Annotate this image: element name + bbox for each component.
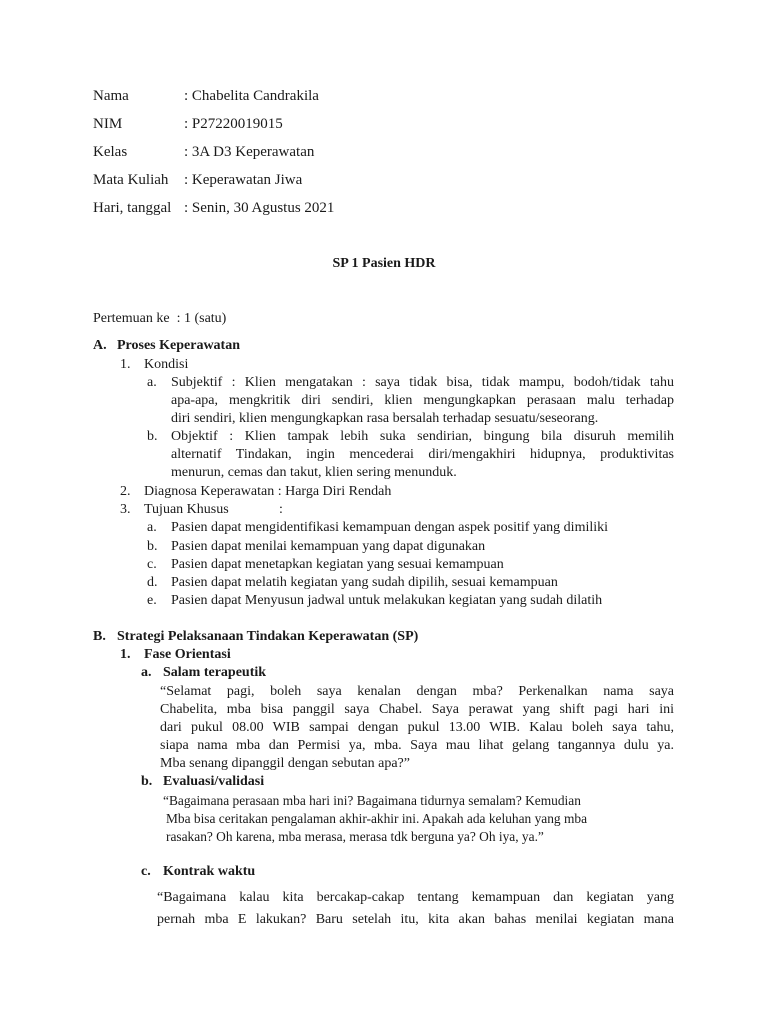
subjektif-line-1: Subjektif : Klien mengatakan : saya tidak bisa, tidak mampu, bodoh/tidak tahu <box>171 375 674 390</box>
objektif-line-3: menurun, cemas dan takut, klien sering menunduk. <box>171 465 457 480</box>
tujuan-item-marker: e. <box>147 593 157 608</box>
salam-line-4: siapa nama mba dan Permisi ya, mba. Saya mau lihat gelang tangannya dulu ya. <box>160 738 674 753</box>
salam-line-2: Chabelita, mba bisa panggil saya Chabel. Saya perawat yang shift pagi hari ini <box>160 702 674 717</box>
objektif-line-1: Objektif : Klien tampak lebih suka sendirian, bingung bila disuruh memilih <box>171 429 674 444</box>
section-b-heading: Strategi Pelaksanaan Tindakan Keperawatan (SP) <box>117 629 419 644</box>
nim-label: NIM <box>93 116 123 132</box>
tujuan-number: 3. <box>120 502 131 517</box>
evaluasi-line-3: rasakan? Oh karena, mba merasa, merasa tdk berguna ya? Oh iya, ya.” <box>166 829 544 844</box>
kondisi-number: 1. <box>120 357 131 372</box>
tujuan-label: Tujuan Khusus <box>144 502 229 517</box>
subjektif-line-3: diri sendiri, klien mengungkapkan rasa bersalah terhadap sesuatu/seseorang. <box>171 411 599 426</box>
kontrak-line-2: pernah mba E lakukan? Baru setelah itu, kita akan bahas menilai kegiatan mana <box>157 912 674 927</box>
tujuan-item-marker: d. <box>147 575 158 590</box>
kelas-value: : 3A D3 Keperawatan <box>184 144 315 160</box>
subjektif-marker: a. <box>147 375 157 390</box>
objektif-line-2: alternatif Tindakan, ingin mencederai diri/mengakhiri hidupnya, produktivitas <box>171 447 674 462</box>
nama-value: : Chabelita Candrakila <box>184 88 319 104</box>
fase-number: 1. <box>120 647 131 662</box>
diagnosa-number: 2. <box>120 484 131 499</box>
section-a-heading: Proses Keperawatan <box>117 338 240 353</box>
tujuan-item: Pasien dapat Menyusun jadwal untuk melakukan kegiatan yang sudah dilatih <box>171 593 603 608</box>
tujuan-item: Pasien dapat mengidentifikasi kemampuan dengan aspek positif yang dimiliki <box>171 520 609 535</box>
salam-line-3: dari pukul 08.00 WIB sampai dengan pukul 13.00 WIB. Kalau boleh saya tahu, <box>160 720 674 735</box>
nim-value: : P27220019015 <box>184 116 283 132</box>
tujuan-item-marker: b. <box>147 539 158 554</box>
evaluasi-marker: b. <box>141 774 153 789</box>
fase-heading: Fase Orientasi <box>144 647 231 662</box>
kontrak-marker: c. <box>141 864 151 879</box>
kontrak-line-1: “Bagaimana kalau kita bercakap-cakap tentang kemampuan dan kegiatan yang <box>157 890 674 905</box>
matkul-label: Mata Kuliah <box>93 172 169 188</box>
section-a-marker: A. <box>93 338 107 353</box>
tujuan-colon: : <box>279 502 283 517</box>
evaluasi-heading: Evaluasi/validasi <box>163 774 265 789</box>
document-title: SP 1 Pasien HDR <box>332 256 436 271</box>
tujuan-item: Pasien dapat menetapkan kegiatan yang sesuai kemampuan <box>171 557 504 572</box>
matkul-value: : Keperawatan Jiwa <box>184 172 303 188</box>
tujuan-item-marker: a. <box>147 520 157 535</box>
salam-marker: a. <box>141 665 152 680</box>
diagnosa-text: Diagnosa Keperawatan : Harga Diri Rendah <box>144 484 392 499</box>
hari-label: Hari, tanggal <box>93 200 172 216</box>
kontrak-heading: Kontrak waktu <box>163 864 256 879</box>
salam-line-5: Mba senang dipanggil dengan sebutan apa?” <box>160 756 410 771</box>
tujuan-item: Pasien dapat menilai kemampuan yang dapat digunakan <box>171 539 486 554</box>
kondisi-label: Kondisi <box>144 357 189 372</box>
salam-heading: Salam terapeutik <box>163 665 267 680</box>
evaluasi-line-2: Mba bisa ceritakan pengalaman akhir-akhir ini. Apakah ada keluhan yang mba <box>166 811 588 826</box>
kelas-label: Kelas <box>93 144 128 160</box>
subjektif-line-2: apa-apa, mengkritik diri sendiri, klien mengungkapkan perasaan malu terhadap <box>171 393 674 408</box>
tujuan-item-marker: c. <box>147 557 157 572</box>
objektif-marker: b. <box>147 429 158 444</box>
hari-value: : Senin, 30 Agustus 2021 <box>184 200 335 216</box>
pertemuan-line: Pertemuan ke : 1 (satu) <box>93 311 227 326</box>
tujuan-item: Pasien dapat melatih kegiatan yang sudah dipilih, sesuai kemampuan <box>171 575 558 590</box>
section-b-marker: B. <box>93 629 106 644</box>
nama-label: Nama <box>93 88 129 104</box>
salam-line-1: “Selamat pagi, boleh saya kenalan dengan mba? Perkenalkan nama saya <box>160 684 674 699</box>
evaluasi-line-1: “Bagaimana perasaan mba hari ini? Bagaimana tidurnya semalam? Kemudian <box>163 793 581 808</box>
